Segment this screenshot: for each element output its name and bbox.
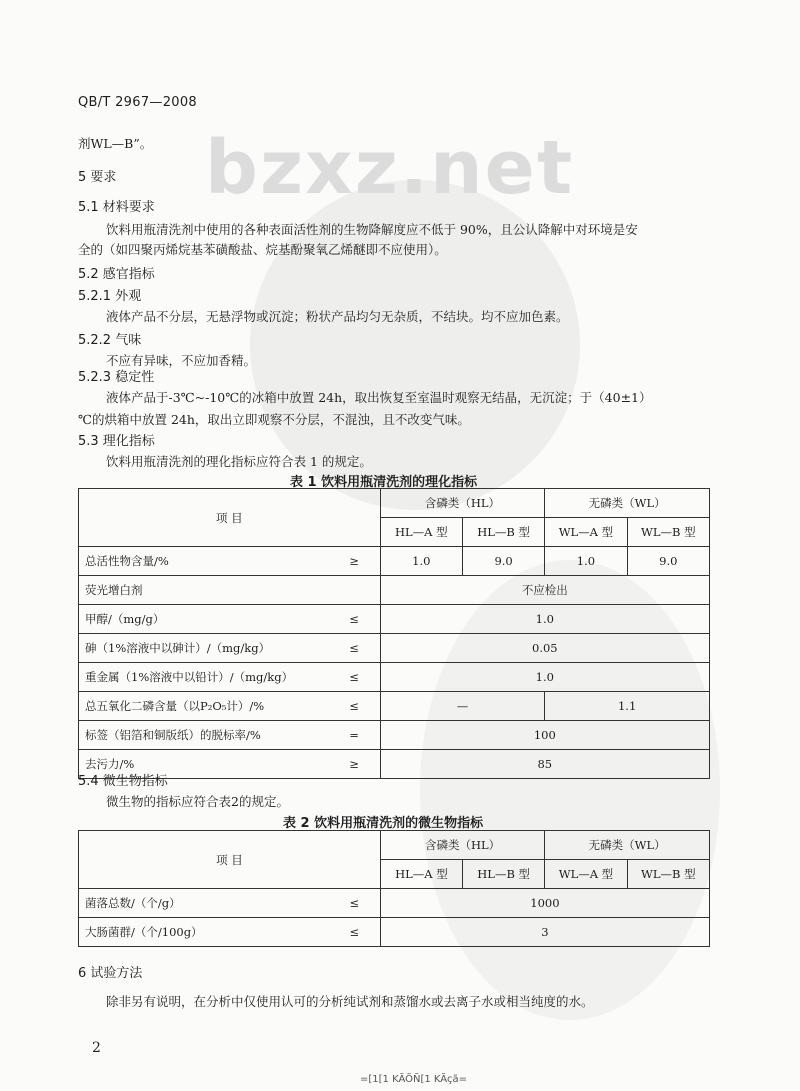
group-wl-header: 无磷类（WL） bbox=[545, 489, 710, 518]
group-wl-header: 无磷类（WL） bbox=[545, 831, 710, 860]
table-row bbox=[79, 634, 710, 663]
row-label: 重金属（1%溶液中以铅计）/（mg/kg） bbox=[79, 663, 329, 692]
row-symbol: = bbox=[329, 721, 381, 750]
watermark: bzxz.net bbox=[205, 125, 575, 211]
section-5-2-3-paragraph: 液体产品于-3℃~-10℃的冰箱中放置 24h，取出恢复至室温时观察无结晶，无沉淀；于（40±1） bbox=[106, 390, 652, 405]
row-label: 总活性物含量/% bbox=[79, 547, 329, 576]
section-5-heading: 5 要求 bbox=[78, 170, 117, 185]
section-5-4-paragraph: 微生物的指标应符合表2的规定。 bbox=[106, 794, 289, 809]
row-symbol: ≤ bbox=[329, 663, 381, 692]
table-1-caption: 表 1 饮料用瓶清洗剂的理化指标 bbox=[290, 475, 478, 490]
item-header: 项 目 bbox=[79, 831, 381, 889]
row-label: 菌落总数/（个/g） bbox=[79, 889, 329, 918]
row-symbol: ≤ bbox=[329, 692, 381, 721]
table-cell-merged: 3 bbox=[380, 918, 709, 947]
subheader-cell: HL—A 型 bbox=[380, 860, 462, 889]
table-cell: 9.0 bbox=[462, 547, 544, 576]
section-5-2-3-heading: 5.2.3 稳定性 bbox=[78, 370, 155, 385]
row-symbol: ≥ bbox=[329, 750, 381, 779]
row-label: 去污力/% bbox=[79, 750, 329, 779]
section-6-paragraph: 除非另有说明，在分析中仅使用认可的分析纯试剂和蒸馏水或去离子水或相当纯度的水。 bbox=[106, 994, 594, 1009]
subheader-cell: WL—A 型 bbox=[545, 518, 627, 547]
table-row bbox=[79, 750, 710, 779]
row-symbol: ≤ bbox=[329, 889, 381, 918]
table-cell: 9.0 bbox=[627, 547, 709, 576]
section-5-1-heading: 5.1 材料要求 bbox=[78, 200, 155, 215]
table-row bbox=[79, 663, 710, 692]
subheader-cell: HL—B 型 bbox=[462, 518, 544, 547]
table-cell-merged: 1.0 bbox=[380, 663, 709, 692]
section-6-heading: 6 试验方法 bbox=[78, 966, 143, 981]
subheader-cell: HL—B 型 bbox=[463, 860, 545, 889]
table-cell-hl: — bbox=[380, 692, 545, 721]
row-symbol: ≤ bbox=[329, 918, 381, 947]
group-hl-header: 含磷类（HL） bbox=[380, 831, 545, 860]
table-cell: 1.0 bbox=[545, 547, 627, 576]
row-label: 砷（1%溶液中以砷计）/（mg/kg） bbox=[79, 634, 329, 663]
item-header: 项 目 bbox=[79, 489, 381, 547]
table-cell-merged: 100 bbox=[380, 721, 709, 750]
table-2 bbox=[78, 830, 710, 947]
table-cell-merged: 85 bbox=[380, 750, 709, 779]
section-5-2-3-paragraph-cont: ℃的烘箱中放置 24h，取出立即观察不分层，不混浊，且不改变气味。 bbox=[78, 412, 470, 427]
group-hl-header: 含磷类（HL） bbox=[380, 489, 545, 518]
table-cell-wl: 1.1 bbox=[545, 692, 710, 721]
table-row bbox=[79, 918, 710, 947]
section-5-3-heading: 5.3 理化指标 bbox=[78, 434, 155, 449]
table-row bbox=[79, 605, 710, 634]
row-label: 荧光增白剂 bbox=[79, 576, 329, 605]
table-1-header-row bbox=[79, 489, 710, 518]
row-symbol: ≥ bbox=[329, 547, 381, 576]
section-5-2-2-paragraph: 不应有异味，不应加香精。 bbox=[106, 353, 257, 368]
table-row bbox=[79, 721, 710, 750]
page-number: 2 bbox=[92, 1040, 101, 1056]
section-5-2-1-paragraph: 液体产品不分层，无悬浮物或沉淀；粉状产品均匀无杂质，不结块。均不应加色素。 bbox=[106, 309, 569, 324]
section-5-2-1-heading: 5.2.1 外观 bbox=[78, 289, 142, 304]
footer-text: =[1[1 KÃÕÑ[1 KÃçã= bbox=[360, 1074, 467, 1085]
table-cell-merged: 1.0 bbox=[380, 605, 709, 634]
table-cell-merged: 不应检出 bbox=[380, 576, 709, 605]
row-symbol bbox=[329, 576, 381, 605]
table-row bbox=[79, 576, 710, 605]
table-cell: 1.0 bbox=[380, 547, 462, 576]
table-cell-merged: 1000 bbox=[380, 889, 709, 918]
standard-number: QB/T 2967—2008 bbox=[78, 95, 197, 110]
row-symbol: ≤ bbox=[329, 605, 381, 634]
row-label: 甲醇/（mg/g） bbox=[79, 605, 329, 634]
subheader-cell: WL—B 型 bbox=[627, 860, 709, 889]
table-row bbox=[79, 692, 710, 721]
table-1 bbox=[78, 488, 710, 779]
section-5-2-heading: 5.2 感官指标 bbox=[78, 267, 155, 282]
row-label: 标签（铝箔和铜版纸）的脱标率/% bbox=[79, 721, 329, 750]
continued-text: 剂WL—B”。 bbox=[78, 136, 153, 151]
row-label: 总五氧化二磷含量（以P₂O₅计）/% bbox=[79, 692, 329, 721]
section-5-2-2-heading: 5.2.2 气味 bbox=[78, 333, 142, 348]
table-row bbox=[79, 547, 710, 576]
table-2-caption: 表 2 饮料用瓶清洗剂的微生物指标 bbox=[283, 816, 484, 831]
table-row bbox=[79, 889, 710, 918]
row-label: 大肠菌群/（个/100g） bbox=[79, 918, 329, 947]
row-symbol: ≤ bbox=[329, 634, 381, 663]
subheader-cell: WL—B 型 bbox=[627, 518, 709, 547]
section-5-1-paragraph-cont: 全的（如四聚丙烯烷基苯磺酸盐、烷基酚聚氧乙烯醚即不应使用）。 bbox=[78, 242, 447, 257]
table-2-header-row bbox=[79, 831, 710, 860]
section-5-1-paragraph: 饮料用瓶清洗剂中使用的各种表面活性剂的生物降解度应不低于 90%，且公认降解中对环境是安 bbox=[106, 222, 638, 237]
table-cell-merged: 0.05 bbox=[380, 634, 709, 663]
section-5-4-heading: 5.4 微生物指标 bbox=[78, 774, 168, 789]
subheader-cell: WL—A 型 bbox=[545, 860, 627, 889]
subheader-cell: HL—A 型 bbox=[380, 518, 462, 547]
section-5-3-paragraph: 饮料用瓶清洗剂的理化指标应符合表 1 的规定。 bbox=[106, 454, 372, 469]
